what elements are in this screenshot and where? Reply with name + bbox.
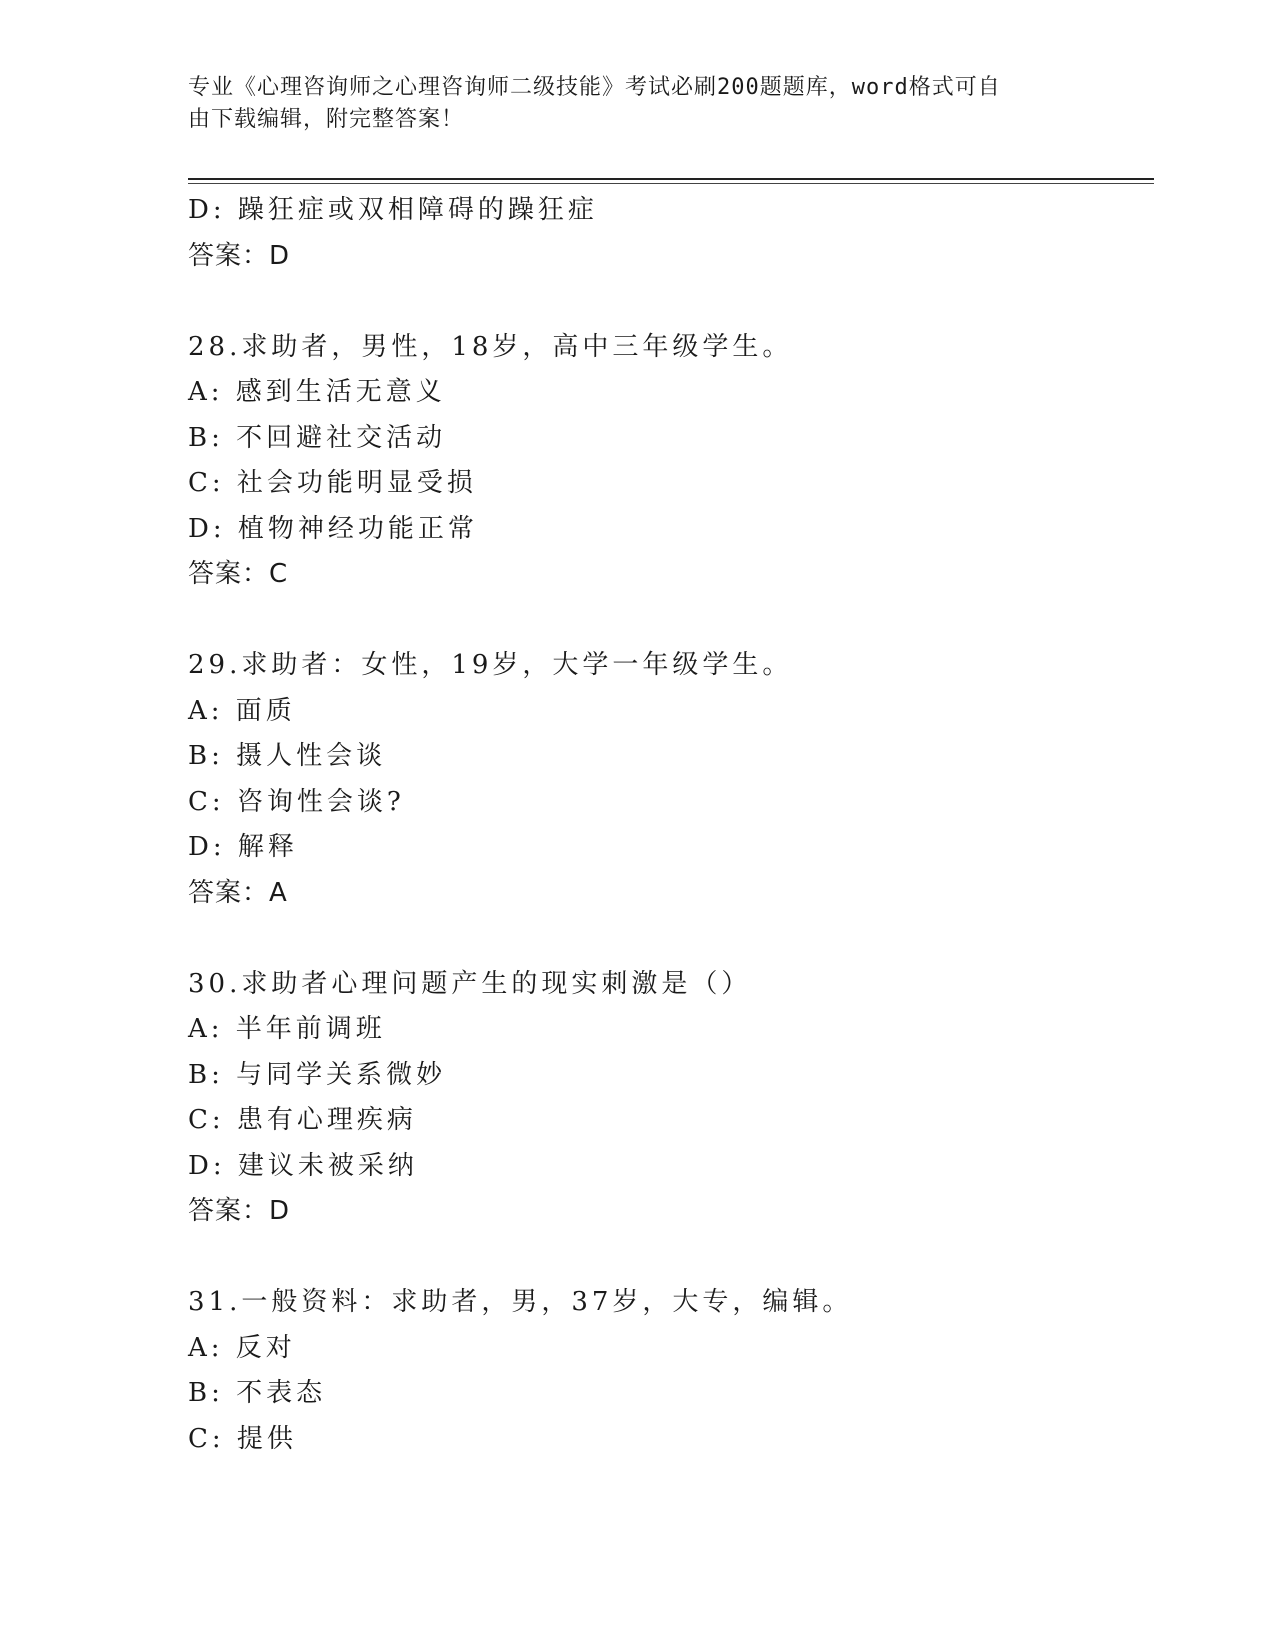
option-d: D: 建议未被采纳 [188,1150,418,1181]
option-b: B: 不回避社交活动 [188,422,447,453]
option-c: C: 提供 [188,1423,297,1454]
option-c: C: 患有心理疾病 [188,1105,417,1135]
question-list [188,188,1148,1462]
header-line-1: 专业《心理咨询师之心理咨询师二级技能》考试必刷200题题库，word格式可自 [188,75,1001,100]
spacer [188,1235,1148,1281]
question-30 [188,962,1148,1235]
answer-line: 答案：A [188,877,288,908]
question-stem: 29.求助者：女性，19岁，大学一年级学生。 [188,650,793,680]
option-a: A: 面质 [188,695,296,726]
document-header [188,72,1068,136]
option-a: A: 感到生活无意义 [188,377,446,407]
question-stem: 28.求助者，男性，18岁，高中三年级学生。 [188,331,793,362]
answer-line: 答案：C [188,559,289,589]
option-b: B: 不表态 [188,1378,327,1408]
option-d: D: 植物神经功能正常 [188,513,478,544]
spacer [188,916,1148,962]
question-31 [188,1280,1148,1462]
question-29 [188,643,1148,916]
header-divider-thin [188,183,1154,184]
spacer [188,279,1148,325]
option-d: D: 躁狂症或双相障碍的躁狂症 [188,195,598,225]
option-a: A: 半年前调班 [188,1014,386,1044]
question-stem: 30.求助者心理问题产生的现实刺激是（） [188,968,752,999]
option-c: C: 咨询性会谈? [188,786,405,817]
option-d: D: 解释 [188,832,298,862]
option-b: B: 摄人性会谈 [188,741,387,771]
question-28 [188,325,1148,598]
spacer [188,598,1148,644]
answer-line: 答案：D [188,1196,291,1226]
option-c: C: 社会功能明显受损 [188,468,477,498]
question-stem: 31.一般资料：求助者，男，37岁，大专，编辑。 [188,1287,853,1317]
option-a: A: 反对 [188,1332,296,1363]
option-b: B: 与同学关系微妙 [188,1059,447,1090]
answer-line: 答案：D [188,240,291,271]
header-line-2: 由下载编辑，附完整答案！ [188,107,465,132]
header-divider-thick [188,178,1154,180]
